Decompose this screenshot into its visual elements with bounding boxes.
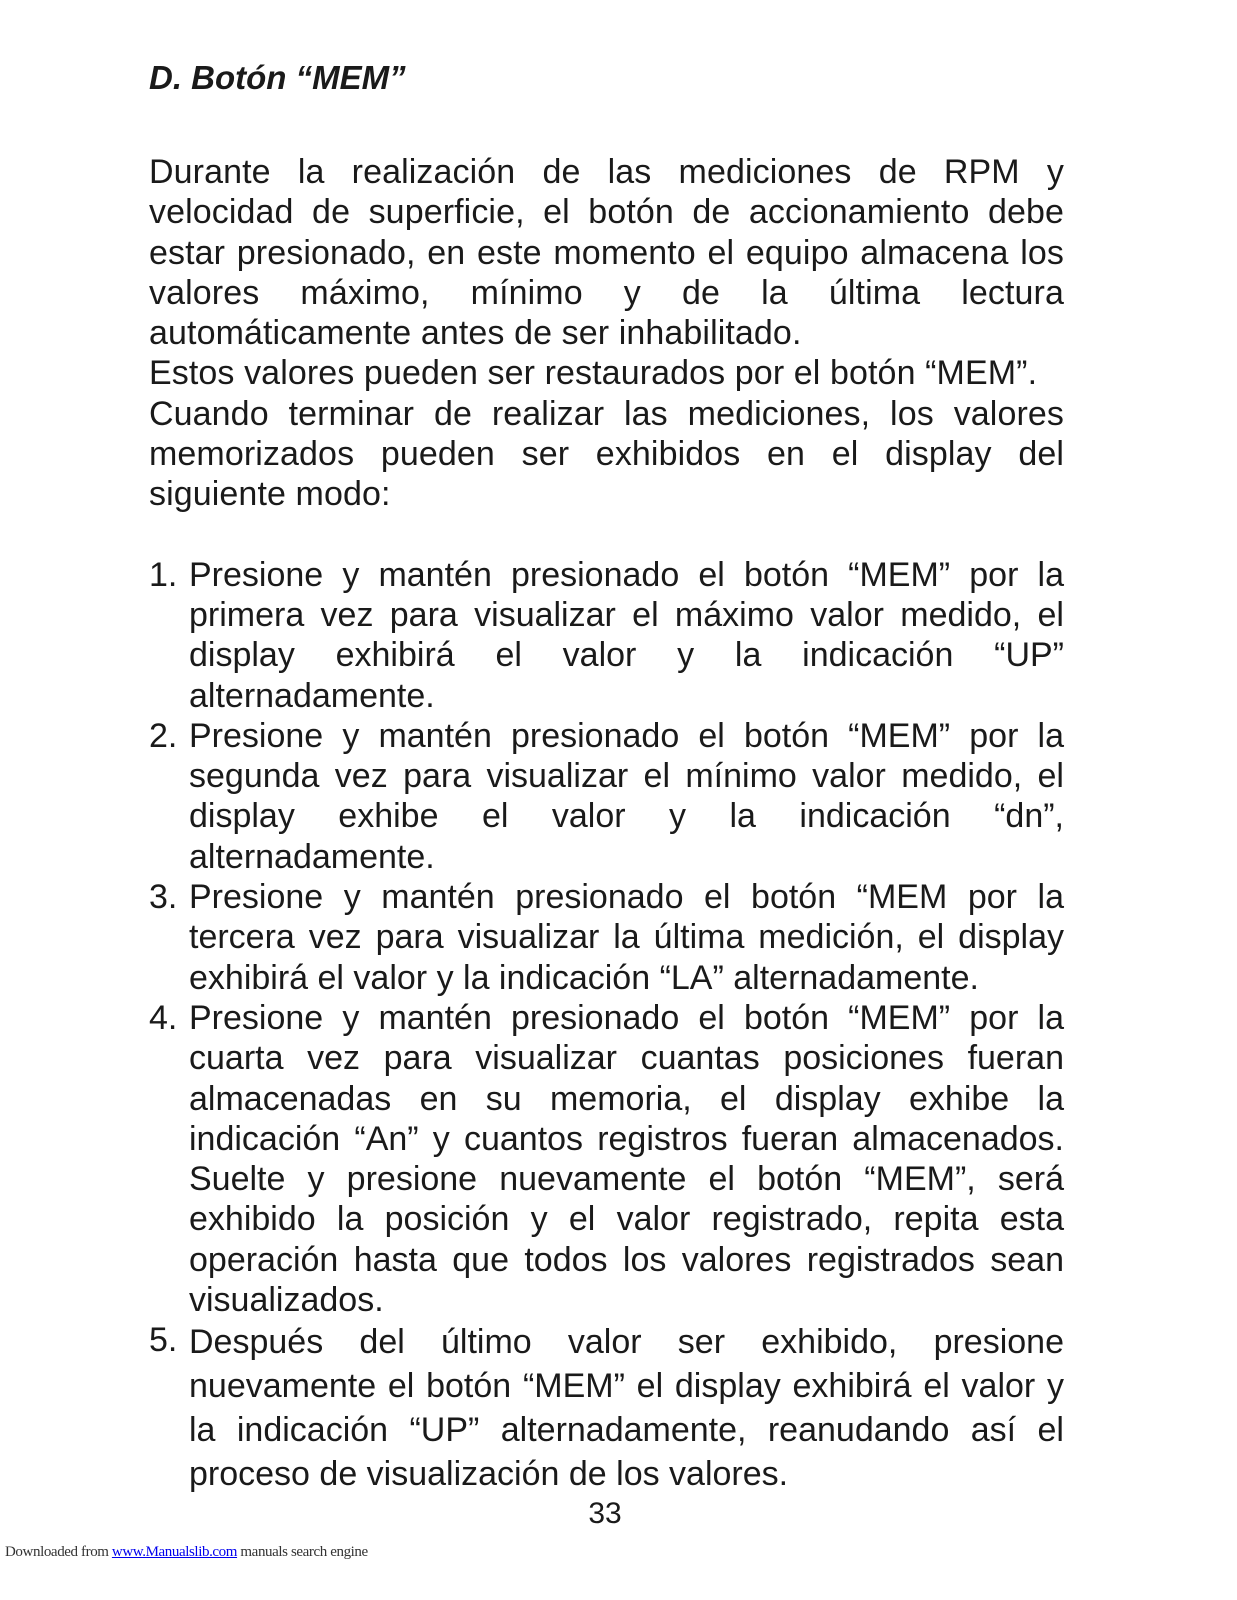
list-item: [149, 1320, 1064, 1496]
intro-paragraph: Durante la realización de las mediciones de RPM y velocidad de superficie, el botón de accionamiento debe estar presionado, en este momento el equipo almacena los valores máximo, mínimo y de la última lectura automáticamente antes de ser inhabilitado.: [149, 153, 1064, 353]
footer-suffix: manuals search engine: [237, 1544, 368, 1560]
display-mode-paragraph: Cuando terminar de realizar las mediciones, los valores memorizados pueden ser exhibidos en el display del siguiente modo:: [149, 394, 1064, 514]
list-item: [149, 998, 1064, 1320]
step-text: Presione y mantén presionado el botón “MEM” por la primera vez para visualizar el máximo valor medido, el display exhibirá el valor y la indicación “UP” alternadamente.: [189, 555, 1064, 715]
section-heading: D. Botón “MEM”: [149, 59, 406, 96]
step-text: Presione y mantén presionado el botón “MEM” por la segunda vez para visualizar el mínimo valor medido, el display exhibe el valor y la indicación “dn”, alternadamente.: [189, 716, 1064, 876]
step-number: 4.: [149, 998, 178, 1037]
manualslib-link[interactable]: www.Manualslib.com: [111, 1544, 238, 1560]
steps-list: [149, 555, 1064, 1497]
list-item: [149, 877, 1064, 998]
step-text: Presione y mantén presionado el botón “MEM” por la cuarta vez para visualizar cuantas posiciones fueran almacenadas en su memoria, el display exhibe la indicación “An” y cuantos registros fueran almacenados. Suelte y presione nuevamente el botón “MEM”, será exhibido la posición y el valor registrado, repita esta operación hasta que todos los valores registrados sean visualizados.: [189, 998, 1064, 1320]
page-content: [149, 56, 1064, 1496]
step-number: 5.: [149, 1321, 178, 1360]
download-footer: [5, 1542, 368, 1562]
page-number: 33: [588, 1497, 622, 1530]
footer-prefix: Downloaded from: [5, 1544, 112, 1560]
step-number: 2.: [149, 716, 178, 755]
restore-paragraph: Estos valores pueden ser restaurados por el botón “MEM”.: [149, 354, 1038, 393]
list-item: [149, 716, 1064, 877]
step-number: 1.: [149, 555, 178, 594]
step-number: 3.: [149, 878, 178, 917]
list-item: [149, 555, 1064, 716]
step-text: Después del último valor ser exhibido, presione nuevamente el botón “MEM” el display exhibirá el valor y la indicación “UP” alternadamente, reanudando así el proceso de visualización de los valores.: [189, 1323, 1064, 1494]
step-text: Presione y mantén presionado el botón “MEM por la tercera vez para visualizar la última medición, el display exhibirá el valor y la indicación “LA” alternadamente.: [189, 878, 1064, 997]
